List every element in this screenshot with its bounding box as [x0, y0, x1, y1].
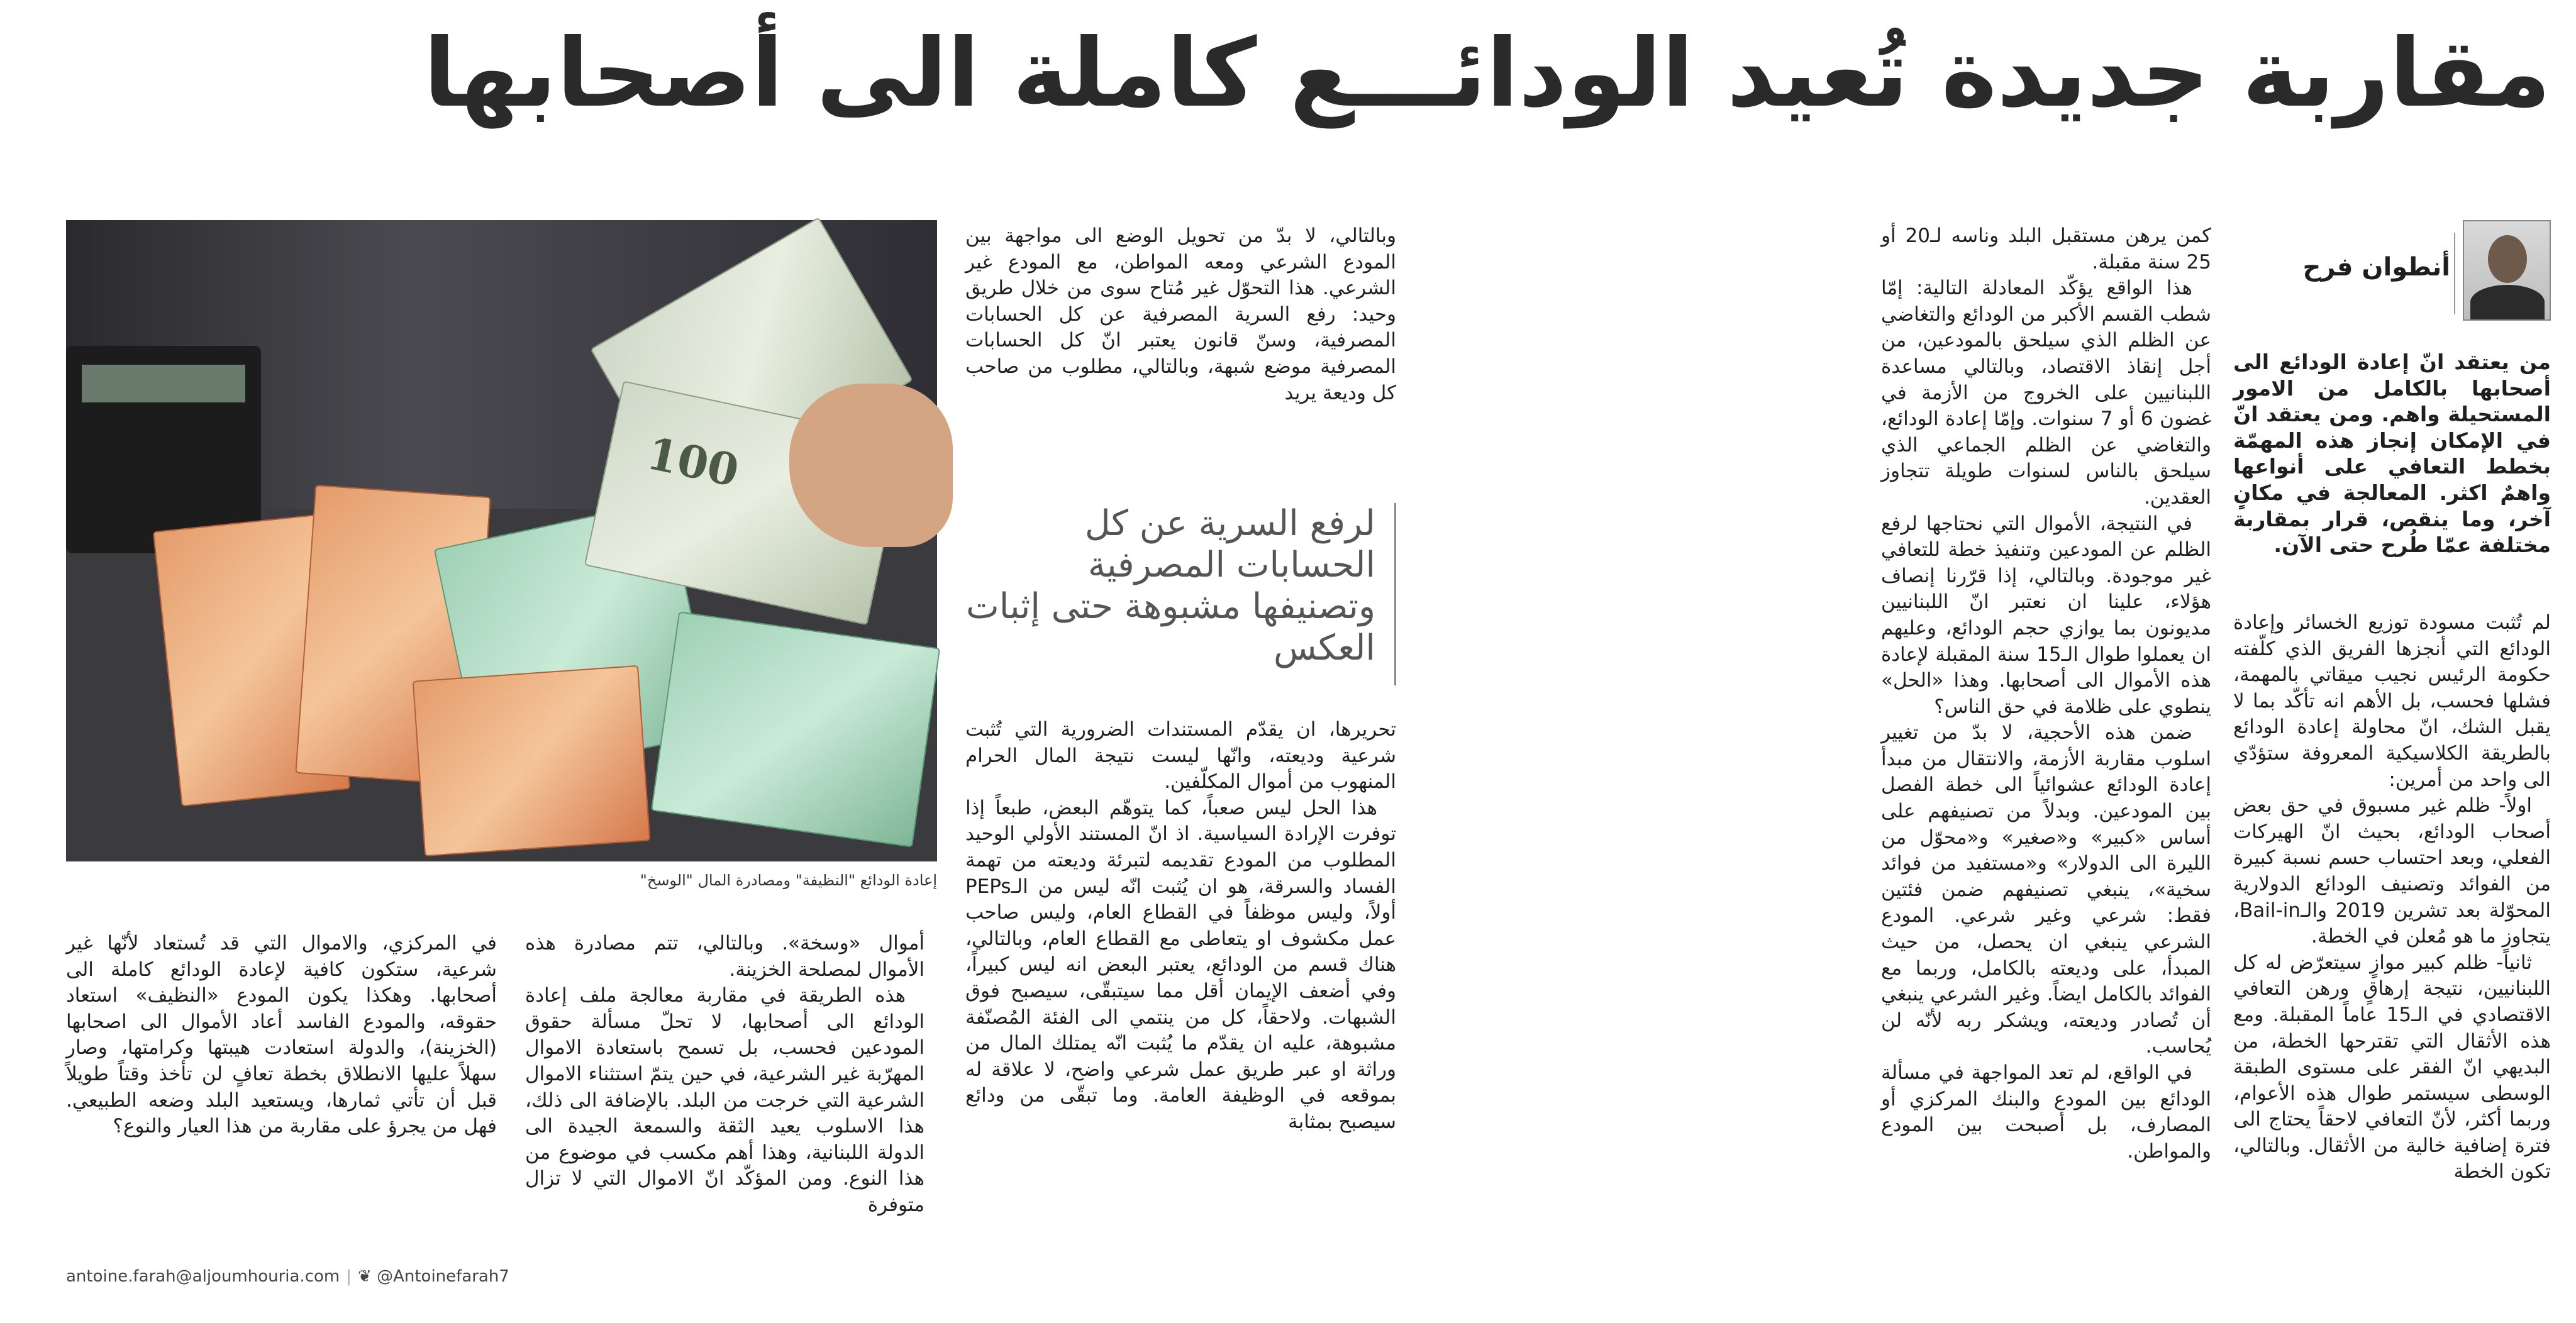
twitter-icon: ❦ — [358, 1267, 377, 1286]
article-intro: من يعتقد انّ إعادة الودائع الى أصحابها بالكامل من الامور المستحيلة واهم. ومن يعتقد انّ في الإمكان إنجاز هذه المهمّة بخطط التعافي على أنواعها واهمٌ اكثر. المعالجة في مكانٍ آخر، وما ينقص، قرار بمقاربة مختلفة عمّا طُرح حتى الآن. — [2233, 350, 2551, 558]
paragraph: اولاً- ظلم غير مسبوق في حق بعض أصحاب الودائع، بحيث انّ الهيركات الفعلي، وبعد احتساب حسم نسبة كبيرة من الفوائد وتصنيف الودائع الدولارية المحوّلة بعد تشرين 2019 والـBail-in، يتجاوز ما هو مُعلن في الخطة. — [2233, 794, 2551, 948]
article-column-1 — [2233, 610, 2551, 1295]
article-column-4 — [525, 931, 924, 1295]
author-photo — [2463, 220, 2551, 321]
pull-quote: لرفع السرية عن كل الحسابات المصرفية وتصنيفها مشبوهة حتى إثبات العكس — [956, 503, 1396, 685]
article-column-2 — [1881, 223, 2211, 1292]
paragraph: ضمن هذه الأحجية، لا بدّ من تغيير اسلوب مقاربة الأزمة، والانتقال من مبدأ إعادة الودائع عشوائياً الى خطة الفصل بين المودعين. وبدلاً من تصنيفهم على أساس «كبير» و«صغير» و«محوّل من الليرة الى الدولار» و«مستفيد من فوائد سخية»، ينبغي تصنيفهم ضمن فئتين فقط: شرعي وغير شرعي. المودع الشرعي ينبغي ان يحصل، من حيث المبدأ، على وديعته بالكامل، وربما مع الفوائد بالكامل ايضاً. وغير الشرعي ينبغي أن تُصادر وديعته، ويشكر ربه لأنّه لن يُحاسب. — [1881, 721, 2211, 1058]
hand-illustration — [789, 384, 953, 547]
paragraph: هذا الحل ليس صعباً، كما يتوهّم البعض، طبعاً إذا توفرت الإرادة السياسية. اذ انّ المستند الأولي الوحيد المطلوب من المودع تقديمه لتبرئة وديعته من تهمة الفساد والسرقة، هو ان يُثبت انّه ليس من الـPEPs أولاً، وليس موظفاً في القطاع العام، وليس صاحب عمل مكشوف او يتعاطى مع القطاع العام، وبالتالي، هناك قسم من الودائع، يعتبر البعض انه ليس كبيراً، وفي أضعف الإيمان أقل مما سيتبقّى، سيصبح فوق الشبهات. ولاحقاً، كل من ينتمي الى الفئة المُصنّفة مشبوهة، عليه ان يقدّم ما يُثبت انّه يمتلك المال من وراثة او عبر طريق عمل شرعي واضح، لا علاقة له بموقعه في الوظيفة العامة. وما تبقّى من ودائع سيصبح بمثابة — [965, 796, 1396, 1133]
paragraph: أموال «وسخة». وبالتالي، تتم مصادرة هذه الأموال لمصلحة الخزينة. — [525, 932, 924, 981]
separator: | — [346, 1267, 352, 1286]
paragraph: هذا الواقع يؤكّد المعادلة التالية: إمّا شطب القسم الأكبر من الودائع والتغاضي عن الظلم الذي سيلحق بالمودعين، من أجل إنقاذ الاقتصاد، وبالتالي مساعدة اللبنانيين على الخروج من الأزمة في غضون 6 أو 7 سنوات. وإمّا إعادة الودائع، والتغاضي عن الظلم الجماعي الذي سيلحق بالناس لسنوات طويلة تتجاوز العقدين. — [1881, 277, 2211, 509]
author-name: أنطوان فرح — [2302, 253, 2450, 282]
paragraph: وبالتالي، لا بدّ من تحويل الوضع الى مواجهة بين المودع الشرعي ومعه المواطن، مع المودع غير الشرعي. هذا التحوّل غير مُتاح سوى من خلال طريق وحيد: رفع السرية المصرفية عن كل الحسابات المصرفية، وسنّ قانون يعتبر انّ كل الحسابات المصرفية موضع شبهة، وبالتالي، مطلوب من صاحب كل وديعة يريد — [965, 224, 1396, 404]
calculator-illustration — [66, 346, 261, 553]
paragraph: لم تُثبت مسودة توزيع الخسائر وإعادة الودائع التي أنجزها الفريق الذي كلّفته حكومة الرئيس نجيب ميقاتي بالمهمة، فشلها فحسب، بل الأهم انه تأكّد بما لا يقبل الشك، انّ محاولة إعادة الودائع بالطريقة الكلاسيكية المعروفة ستؤدّي الى واحد من أمرين: — [2233, 611, 2551, 791]
paragraph: ثانياً- ظلم كبير موازٍ سيتعرّض له كل اللبنانيين، نتيجة إرهاقٍ ورهن التعافي الاقتصادي في الـ15 عاماً المقبلة. ومع هذه الأثقال التي تقترحها الخطة، من البديهي انّ الفقر على مستوى الطبقة الوسطى سيستمر طوال هذه الأعوام، وربما أكثر، لأنّ التعافي لاحقاً يحتاج الى فترة إضافية خالية من الأثقال. وبالتالي، تكون الخطة — [2233, 951, 2551, 1183]
paragraph: كمن يرهن مستقبل البلد وناسه لـ20 أو 25 سنة مقبلة. — [1881, 224, 2212, 274]
byline-divider — [2454, 233, 2455, 314]
article-column-3-top — [965, 223, 1396, 487]
paragraph: في المركزي، والاموال التي قد تُستعاد لأنّها غير شرعية، ستكون كافية لإعادة الودائع كاملة الى أصحابها. وهكذا يكون المودع «النظيف» استعاد حقوقه، والمودع الفاسد أعاد الأموال الى اصحابها (الخزينة)، والدولة استعادت هيبتها وكرامتها، وصار سهلاً عليها الانطلاق بخطة تعافٍ لن تأخذ وقتاً طويلاً قبل أن تأتي ثمارها، ويستعيد البلد وضعه الطبيعي. فهل من يجرؤ على مقاربة من هذا العيار والنوع؟ — [66, 932, 497, 1138]
paragraph: تحريرها، ان يقدّم المستندات الضرورية التي تُثبت شرعية وديعته، وانّها ليست نتيجة المال الحرام المنهوب من أموال المكلّفين. — [965, 718, 1396, 794]
author-contact — [66, 1264, 601, 1289]
article-column-5 — [66, 931, 497, 1258]
paragraph: هذه الطريقة في مقاربة معالجة ملف إعادة الودائع الى أصحابها، لا تحلّ مسألة حقوق المودعين فحسب، بل تسمح باستعادة الاموال المهرّبة غير الشرعية، في حين يتمّ استثناء الاموال الشرعية التي خرجت من البلد. بالإضافة الى ذلك، هذا الاسلوب يعيد الثقة والسمعة الجيدة الى الدولة اللبنانية، وهذا أهم مكسب في موضوع من هذا النوع. ومن المؤكّد انّ الاموال التي لا تزال متوفرة — [525, 984, 924, 1216]
paragraph: في الواقع، لم تعد المواجهة في مسألة الودائع بين المودع والبنك المركزي أو المصارف، بل أصبحت بين المودع والمواطن. — [1881, 1061, 2211, 1163]
paragraph: في النتيجة، الأموال التي نحتاجها لرفع الظلم عن المودعين وتنفيذ خطة للتعافي غير موجودة. وبالتالي، إذا قرّرنا إنصاف هؤلاء، علينا ان نعتبر انّ اللبنانيين مديونون بما يوازي حجم الودائع، وعليهم ان يعملوا طوال الـ15 سنة المقبلة لإعادة هذه الأموال الى أصحابها. وهذا «الحل» ينطوي على ظلامة في حق الناس؟ — [1881, 512, 2211, 718]
photo-caption: إعادة الودائع "النظيفة" ومصادرة المال "الوسخ" — [640, 872, 937, 889]
headline: مقاربة جديدة تُعيد الودائـــع كاملة الى أصحابها — [423, 19, 2551, 128]
email-address[interactable]: antoine.farah@aljoumhouria.com — [66, 1267, 340, 1286]
article-photo — [66, 220, 937, 861]
banknote-denomination: 100 — [642, 426, 743, 497]
author-byline — [2227, 220, 2551, 321]
twitter-handle[interactable]: @Antoinefarah7 — [377, 1267, 509, 1286]
article-column-3-bottom — [965, 717, 1396, 1292]
